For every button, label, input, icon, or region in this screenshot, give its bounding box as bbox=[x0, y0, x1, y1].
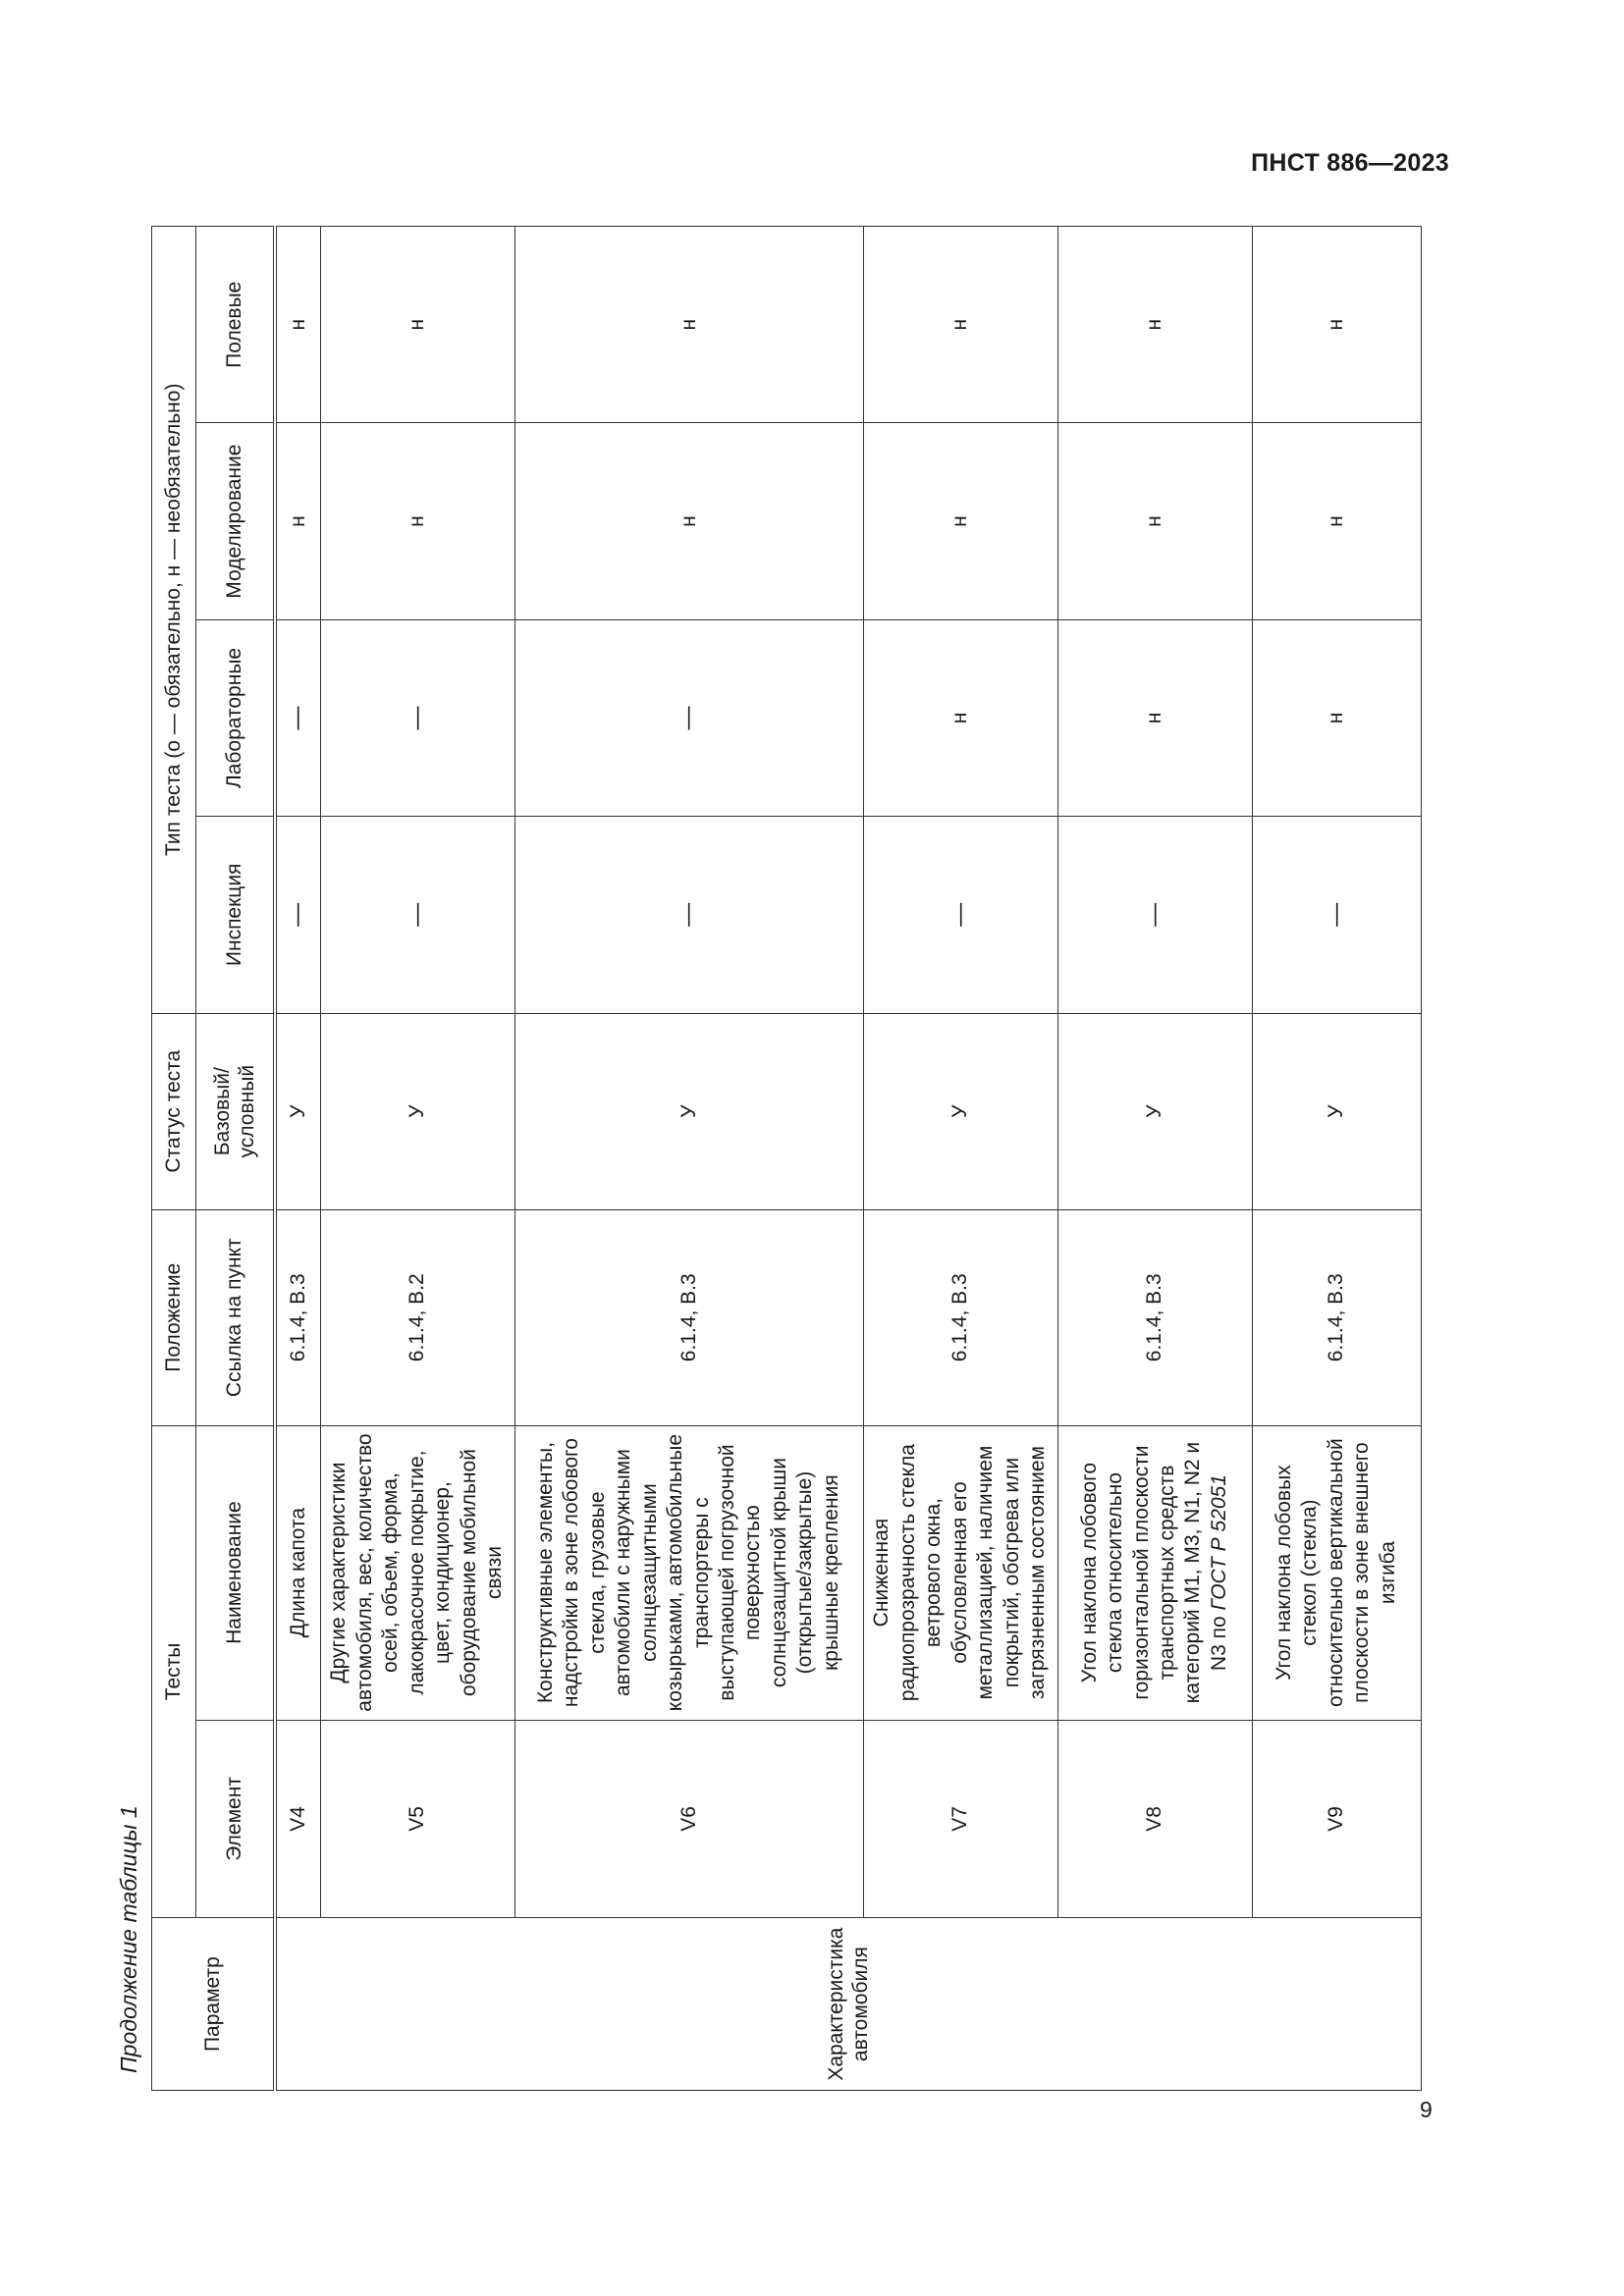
table-row bbox=[320, 227, 514, 2091]
modeling-cell: н bbox=[863, 423, 1057, 619]
standard-reference: ГОСТ Р 52051 bbox=[1207, 1474, 1230, 1611]
reference-cell: 6.1.4, В.3 bbox=[275, 1209, 320, 1425]
field-cell: н bbox=[320, 227, 514, 423]
col-group-tests: Тесты bbox=[152, 1425, 196, 1918]
col-group-test-type: Тип теста (о — обязательно, н — необязательно) bbox=[152, 227, 196, 1014]
inspection-cell: — bbox=[1057, 817, 1252, 1013]
inspection-cell: — bbox=[320, 817, 514, 1013]
name-text: Угол наклона лобового стекла относительно горизонтальной плоскости транспортных средств категорий M1, M3, N1, N2 и N3 по bbox=[1077, 1441, 1230, 1704]
laboratory-cell: — bbox=[320, 619, 514, 816]
status-cell: У bbox=[863, 1013, 1057, 1209]
field-cell: н bbox=[514, 227, 863, 423]
reference-cell: 6.1.4, В.3 bbox=[1057, 1209, 1252, 1425]
document-id: ПНСТ 886—2023 bbox=[1251, 149, 1449, 177]
col-field: Полевые bbox=[196, 227, 276, 423]
col-inspection: Инспекция bbox=[196, 817, 276, 1013]
col-parameter: Параметр bbox=[152, 1918, 276, 2091]
name-cell: Другие характеристики автомобиля, вес, количество осей, объем, форма, лакокрасочное покрытие, цвет, кондиционер, оборудование мобильной связи bbox=[320, 1425, 514, 1720]
col-base-conditional: Базовый/ условный bbox=[196, 1013, 276, 1209]
table-caption: Продолжение таблицы 1 bbox=[116, 1805, 141, 2073]
reference-cell: 6.1.4, В.3 bbox=[514, 1209, 863, 1425]
modeling-cell: н bbox=[320, 423, 514, 619]
name-cell: Угол наклона лобовых стекол (стекла) относительно вертикальной плоскости в зоне внешнего изгиба bbox=[1252, 1425, 1421, 1720]
element-cell: V9 bbox=[1252, 1720, 1421, 1918]
table-row bbox=[1252, 227, 1421, 2091]
element-cell: V5 bbox=[320, 1720, 514, 1918]
table-row bbox=[1057, 227, 1252, 2091]
reference-cell: 6.1.4, В.2 bbox=[320, 1209, 514, 1425]
header-row-1 bbox=[152, 227, 196, 2091]
element-cell: V7 bbox=[863, 1720, 1057, 1918]
status-cell: У bbox=[514, 1013, 863, 1209]
element-cell: V6 bbox=[514, 1720, 863, 1918]
name-cell: Длина капота bbox=[275, 1425, 320, 1720]
inspection-cell: — bbox=[1252, 817, 1421, 1013]
table-row bbox=[275, 227, 320, 2091]
modeling-cell: н bbox=[514, 423, 863, 619]
field-cell: н bbox=[1252, 227, 1421, 423]
reference-cell: 6.1.4, В.3 bbox=[863, 1209, 1057, 1425]
page-number: 9 bbox=[1420, 2097, 1433, 2122]
col-laboratory: Лабораторные bbox=[196, 619, 276, 816]
laboratory-cell: н bbox=[1252, 619, 1421, 816]
header-row-2 bbox=[196, 227, 276, 2091]
table-row bbox=[863, 227, 1057, 2091]
laboratory-cell: н bbox=[863, 619, 1057, 816]
modeling-cell: н bbox=[275, 423, 320, 619]
field-cell: н bbox=[1057, 227, 1252, 423]
rotated-content bbox=[108, 226, 1401, 2091]
inspection-cell: — bbox=[275, 817, 320, 1013]
rotated-table-area bbox=[108, 226, 1401, 2091]
col-group-position: Положение bbox=[152, 1209, 196, 1425]
name-cell bbox=[1057, 1425, 1252, 1720]
field-cell: н bbox=[863, 227, 1057, 423]
laboratory-cell: н bbox=[1057, 619, 1252, 816]
table-row bbox=[514, 227, 863, 2091]
element-cell: V8 bbox=[1057, 1720, 1252, 1918]
laboratory-cell: — bbox=[514, 619, 863, 816]
status-cell: У bbox=[1057, 1013, 1252, 1209]
parameter-cell: Характеристика автомобиля bbox=[275, 1918, 1421, 2091]
element-cell: V4 bbox=[275, 1720, 320, 1918]
col-element: Элемент bbox=[196, 1720, 276, 1918]
col-reference: Ссылка на пункт bbox=[196, 1209, 276, 1425]
status-cell: У bbox=[320, 1013, 514, 1209]
name-cell: Сниженная радиопрозрачность стекла ветрового окна, обусловленная его металлизацией, наличием покрытий, обогрева или загрязненным состоянием bbox=[863, 1425, 1057, 1720]
reference-cell: 6.1.4, В.3 bbox=[1252, 1209, 1421, 1425]
inspection-cell: — bbox=[863, 817, 1057, 1013]
modeling-cell: н bbox=[1252, 423, 1421, 619]
inspection-cell: — bbox=[514, 817, 863, 1013]
status-cell: У bbox=[275, 1013, 320, 1209]
col-group-status: Статус теста bbox=[152, 1013, 196, 1209]
requirements-table bbox=[151, 226, 1422, 2091]
col-name: Наименование bbox=[196, 1425, 276, 1720]
name-cell: Конструктивные элементы, надстройки в зоне лобового стекла, грузовые автомобили с наружными солнцезащитными козырьками, автомобильные транспортеры с выступающей погрузочной поверхностью солнцезащитной крыши (открытые/закрытые) крышные крепления bbox=[514, 1425, 863, 1720]
status-cell: У bbox=[1252, 1013, 1421, 1209]
modeling-cell: н bbox=[1057, 423, 1252, 619]
laboratory-cell: — bbox=[275, 619, 320, 816]
col-modeling: Моделирование bbox=[196, 423, 276, 619]
field-cell: н bbox=[275, 227, 320, 423]
